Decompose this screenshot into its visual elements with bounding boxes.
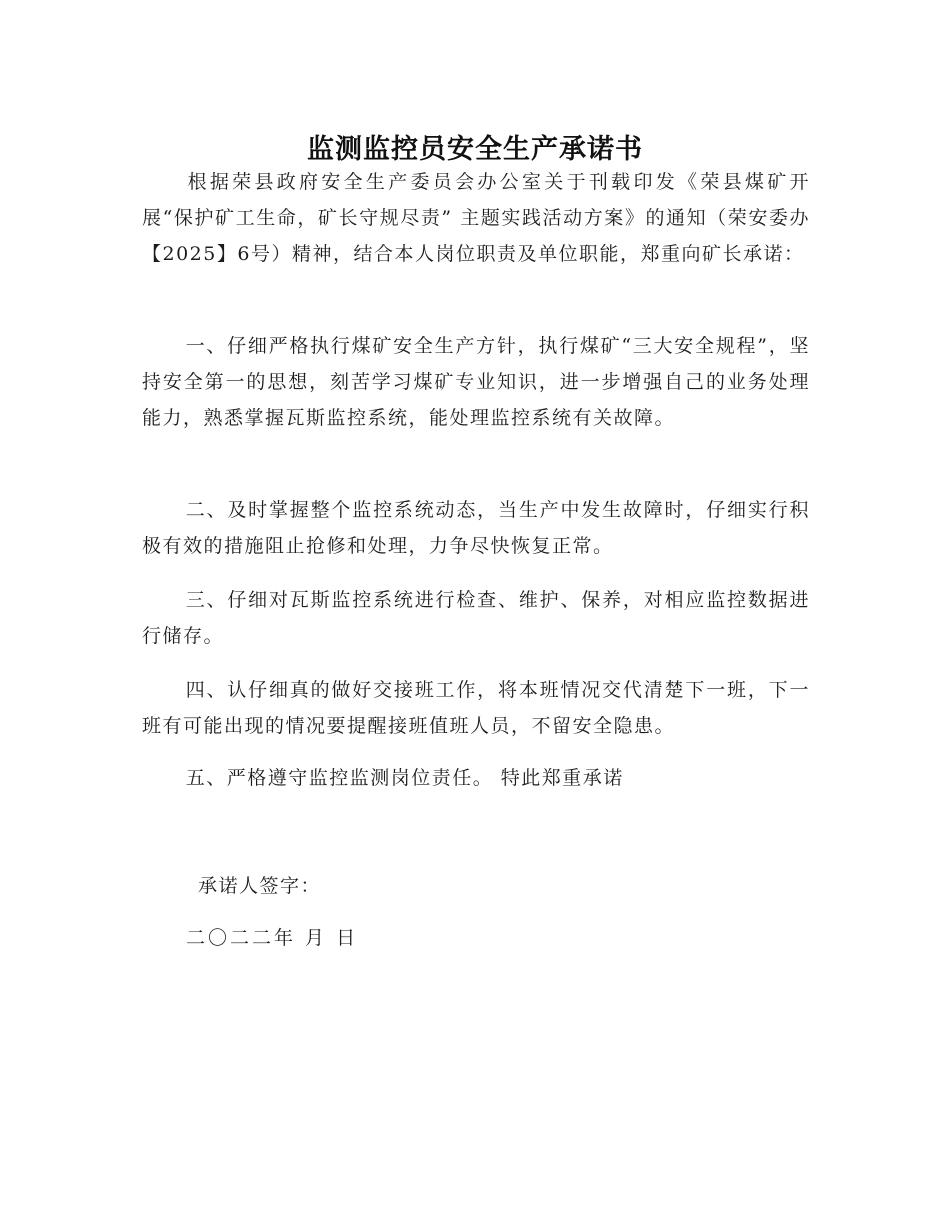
date-line: 二〇二二年 月 日	[186, 927, 359, 949]
commitment-item-4: 四、认仔细真的做好交接班工作，将本班情况交代清楚下一班，下一班有可能出现的情况要提醒接班值班人员，不留安全隐患。	[142, 679, 810, 737]
document-title: 监测监控员安全生产承诺书	[307, 134, 643, 166]
commitment-item-1: 一、仔细严格执行煤矿安全生产方针，执行煤矿“三大安全规程”，坚持安全第一的思想，刻苦学习煤矿专业知识，进一步增强自己的业务处理能力，熟悉掌握瓦斯监控系统，能处理监控系统有关故障。	[142, 335, 810, 429]
commitment-item-2: 二、及时掌握整个监控系统动态，当生产中发生故障时，仔细实行积极有效的措施阻止抢修和处理，力争尽快恢复正常。	[142, 499, 810, 557]
commitment-item-5: 五、严格遵守监控监测岗位责任。 特此郑重承诺	[185, 767, 624, 789]
signature-label: 承诺人签字：	[198, 875, 322, 897]
commitment-item-3: 三、仔细对瓦斯监控系统进行检查、维护、保养，对相应监控数据进行储存。	[142, 589, 810, 647]
intro-paragraph: 根据荣县政府安全生产委员会办公室关于刊载印发《荣县煤矿开展“保护矿工生命，矿长守规尽责” 主题实践活动方案》的通知（荣安委办【2025】6号）精神，结合本人岗位职责及单位职能，郑重向矿长承诺：	[142, 171, 810, 265]
